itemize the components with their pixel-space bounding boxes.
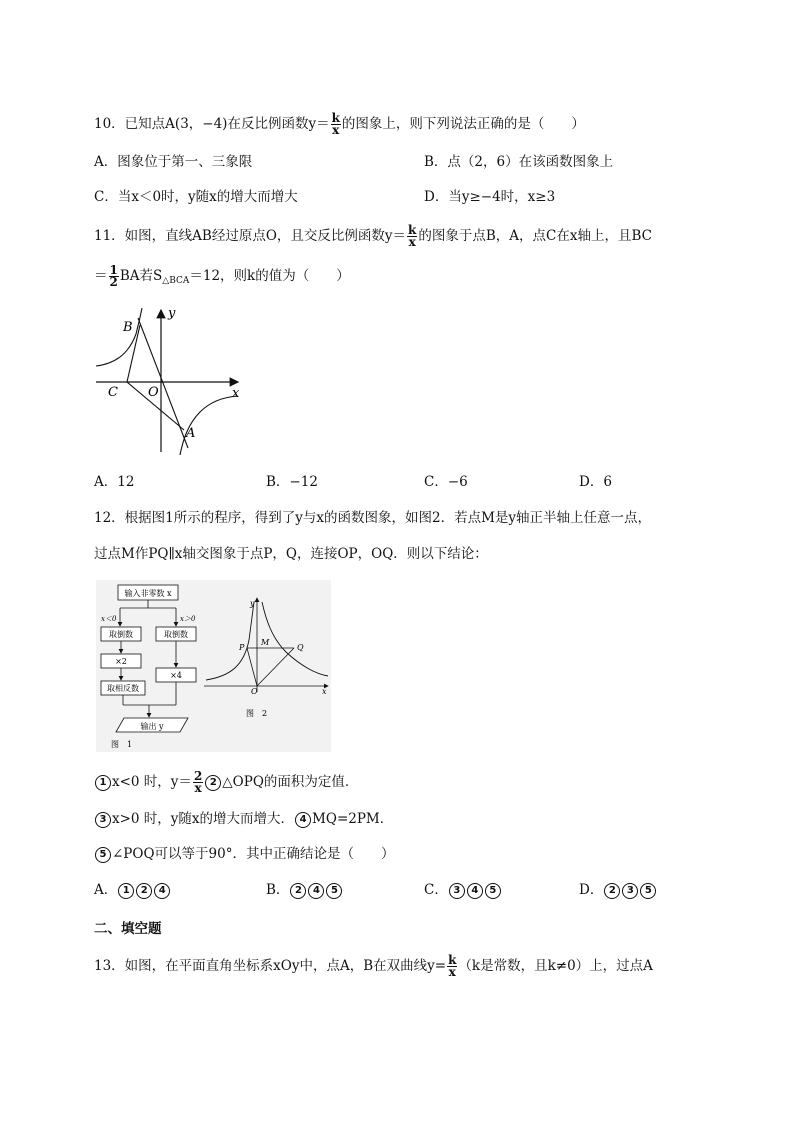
q11-line2-sub: △BCA (162, 276, 190, 286)
q11-half-fraction (109, 265, 119, 288)
conclusion-5-marker: 5 (95, 847, 111, 863)
q12-conclusion-line2 (94, 810, 393, 828)
q12-option-a-n2: 2 (136, 883, 152, 899)
q11-line2-a: ＝ (94, 268, 108, 284)
conclusion-3-text: x>0 时，y随x的增大而增大． (112, 811, 295, 827)
conclusion-1-frac-den: x (194, 781, 202, 795)
conclusion-3-marker: 3 (95, 812, 111, 828)
q10-option-a: A．图象位于第一、三象限 (94, 154, 253, 170)
q13-frac-den: x (448, 965, 456, 979)
q11-figure (88, 300, 253, 460)
q10-frac-num: k (331, 111, 340, 125)
q12-option-c-letter: C． (424, 882, 448, 898)
q10-stem-a: 10．已知点A(3，−4)在反比例函数y＝ (94, 116, 330, 132)
flow-right-box1-text: 取倒数 (164, 630, 188, 639)
conclusion-4-text: MQ=2PM． (312, 811, 394, 827)
q12-option-d-n1: 2 (604, 883, 620, 899)
label-o: O (148, 385, 159, 400)
graph2-caption: 图 2 (246, 709, 268, 718)
graph2-label-m: M (261, 638, 270, 647)
q12-conclusion-line1 (94, 771, 358, 794)
q12-stem-line1: 12．根据图1所示的程序，得到了y与x的函数图象，如图2．若点M是y轴正半轴上任意一点， (94, 510, 652, 526)
flow-right-box2-text: ×4 (170, 671, 182, 680)
q11-stem-b: 的图象于点B，A，点C在x轴上，且BC (418, 228, 652, 244)
line-ab (138, 318, 188, 448)
q11-option-d: D．6 (579, 474, 612, 490)
q12-option-a (94, 881, 171, 899)
q11-half-num: 1 (109, 263, 118, 277)
graph2-label-x: x (322, 687, 327, 696)
conclusion-2-marker: 2 (205, 775, 221, 791)
q12-option-b-letter: B． (266, 882, 290, 898)
q13-fraction (447, 955, 457, 978)
q12-option-a-n1: 1 (118, 883, 134, 899)
q11-half-den: 2 (109, 275, 118, 289)
q12-stem-line2: 过点M作PQ∥x轴交图象于点P，Q，连接OP，OQ．则以下结论： (94, 546, 488, 562)
flow-left-box3-text: 取相反数 (107, 684, 139, 693)
conclusion-2-text: △OPQ的面积为定值． (222, 774, 359, 790)
graph2-label-q: Q (297, 643, 304, 652)
q11-line2-b: BA若S (119, 268, 163, 284)
label-x: x (232, 386, 240, 401)
flow-left-box2-text: ×2 (115, 657, 127, 666)
q12-option-c-n2: 4 (467, 883, 483, 899)
q12-option-a-n3: 4 (154, 883, 170, 899)
q13-stem (94, 955, 653, 978)
conclusion-1-frac-num: 2 (193, 769, 203, 783)
q12-conclusion-line3 (94, 845, 394, 863)
graph2-label-o: O (251, 687, 258, 696)
q11-stem-a: 11．如图，直线AB经过原点O，且交反比例函数y＝ (94, 228, 407, 244)
q12-option-a-letter: A． (94, 882, 118, 898)
q12-option-c-n1: 3 (449, 883, 465, 899)
q10-stem-b: 的图象上，则下列说法正确的是（ ） (341, 116, 585, 132)
q10-frac-den: x (332, 123, 340, 137)
q13-stem-a: 13．如图，在平面直角坐标系xOy中，点A，B在双曲线y= (94, 958, 447, 974)
q12-option-c-n3: 5 (485, 883, 501, 899)
q10-fraction (331, 113, 341, 136)
q13-frac-num: k (448, 953, 457, 967)
q10-stem (94, 113, 585, 136)
hyperbola-left-branch (96, 308, 142, 366)
q11-line2-c: ＝12，则k的值为（ ） (189, 268, 350, 284)
flow-input-text: 输入非零数 x (124, 589, 172, 598)
graph2-label-p: P (239, 643, 245, 652)
q11-stem (94, 225, 652, 248)
conclusion-1-text: x<0 时，y＝ (112, 774, 192, 790)
conclusion-4-marker: 4 (295, 812, 311, 828)
graph2-label-y: y (250, 599, 255, 608)
label-y: y (168, 306, 176, 321)
q10-option-d: D．当y≥−4时，x≥3 (424, 189, 556, 205)
q12-option-b-n3: 5 (326, 883, 342, 899)
q12-option-c (424, 881, 502, 899)
q12-option-d-letter: D． (579, 882, 604, 898)
label-a: A (186, 426, 196, 441)
q13-stem-b: （k是常数，且k≠0）上，过点A (458, 958, 653, 974)
label-c: C (108, 385, 118, 400)
q11-option-a: A．12 (94, 474, 135, 490)
q12-option-b (266, 881, 343, 899)
q10-option-c: C．当x＜0时，y随x的增大而增大 (94, 189, 298, 205)
q10-option-b: B．点（2，6）在该函数图象上 (424, 154, 614, 170)
conclusion-1-marker: 1 (95, 775, 111, 791)
conclusion-5-text: ∠POQ可以等于90°．其中正确结论是（ ） (112, 846, 395, 862)
q11-frac-den: x (408, 235, 416, 249)
q11-option-b: B．−12 (266, 474, 318, 490)
q12-option-d (579, 881, 657, 899)
q11-stem-line2 (94, 265, 350, 290)
q12-option-b-n1: 2 (290, 883, 306, 899)
section-fill-in-heading: 二、填空题 (94, 921, 162, 937)
flow-right-cond: x＞0 (180, 615, 196, 623)
flow-output-text: 输出 y (140, 722, 164, 731)
q12-flowchart (96, 580, 331, 752)
label-b: B (123, 320, 133, 335)
conclusion-1-fraction (193, 771, 203, 794)
flow-left-cond: x＜0 (101, 615, 117, 623)
q12-option-d-n2: 3 (622, 883, 638, 899)
flow-caption: 图 1 (111, 740, 133, 749)
q12-option-d-n3: 5 (640, 883, 656, 899)
q11-frac-num: k (408, 223, 417, 237)
q11-option-c: C．−6 (424, 474, 468, 490)
q12-option-b-n2: 4 (308, 883, 324, 899)
q11-fraction (407, 225, 417, 248)
flow-left-box1-text: 取倒数 (109, 630, 133, 639)
